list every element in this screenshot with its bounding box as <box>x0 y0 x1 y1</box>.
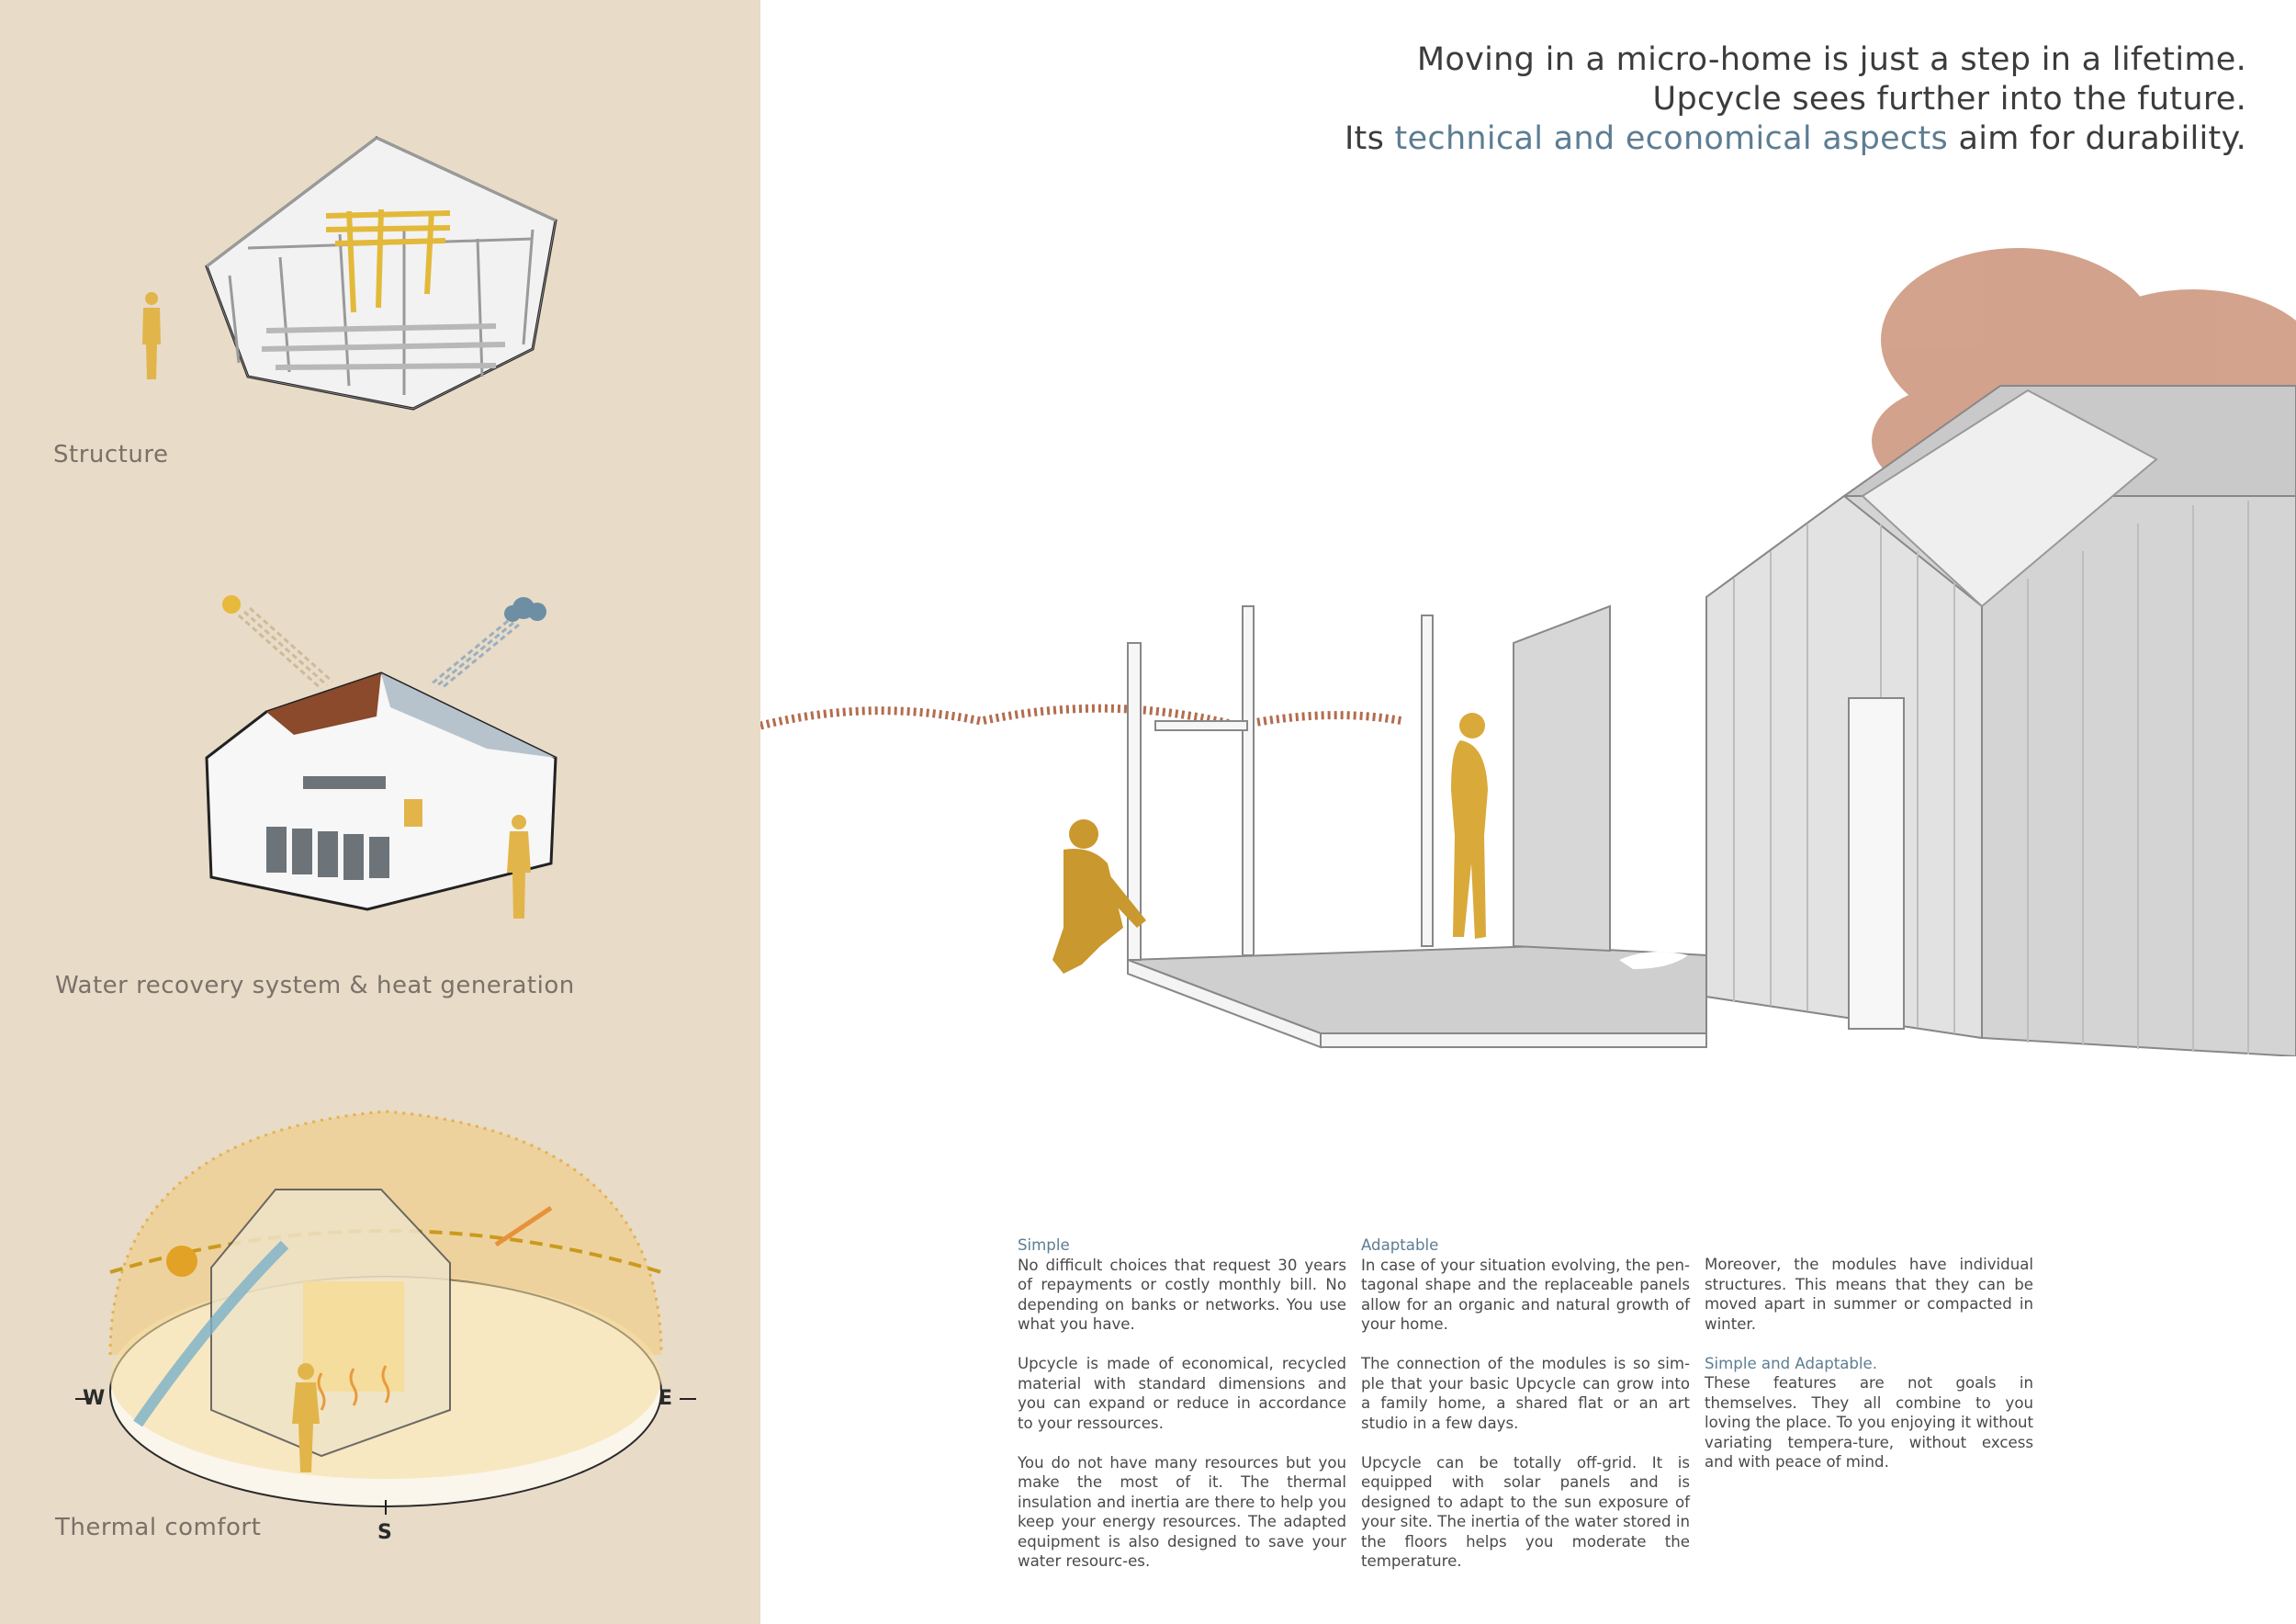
headline-highlight: technical and economical aspects <box>1394 120 1949 157</box>
column-heading-simple: Simple <box>1018 1236 1070 1254</box>
sidebar-panel <box>0 0 760 1624</box>
paragraph: No difficult choices that request 30 years of repayments or costly monthly bill. No depending on banks or networks. You use what you have. <box>1018 1256 1346 1333</box>
paragraph: The connection of the modules is so sim-ple that your basic Upcycle can grow into a family home, a shared flat or an art studio in a few days. <box>1361 1355 1690 1432</box>
column-heading-simple-and-adaptable: Simple and Adaptable. <box>1705 1354 1878 1372</box>
text-column-simple-and-adaptable <box>1705 1255 2033 1492</box>
compass-east-label: E <box>658 1387 673 1410</box>
paragraph: You do not have many resources but you make the most of it. The thermal insulation and inertia are there to help you keep your energy resources. The adapted equipment is also designed to save your water resourc-es. <box>1018 1453 1346 1570</box>
caption-thermal-comfort: Thermal comfort <box>55 1514 262 1541</box>
structure-diagram <box>129 129 569 423</box>
column-heading-adaptable: Adaptable <box>1361 1236 1439 1254</box>
thermal-comfort-diagram <box>55 1061 716 1557</box>
paragraph: Moreover, the modules have individual structures. This means that they can be moved apart in summer or compacted in winter. <box>1705 1256 2033 1333</box>
headline-line-2: Upcycle sees further into the future. <box>1652 81 2246 118</box>
paragraph: Upcycle can be totally off-grid. It is equipped with solar panels and is designed to adapt to the sun exposure of your site. The inertia of the water stored in the floors helps you moderate the temperature. <box>1361 1453 1690 1570</box>
micro-home-illustration <box>760 230 2296 1056</box>
headline-line-3-suffix: aim for durability. <box>1948 120 2246 157</box>
paragraph: These features are not goals in themselves. They all combine to you loving the place. To you enjoying it without variating tempera-ture, without excess and with peace of mind. <box>1705 1374 2033 1471</box>
headline-line-3 <box>1345 119 2246 159</box>
headline-line-1: Moving in a micro-home is just a step in a lifetime. <box>1416 41 2246 78</box>
paragraph: In case of your situation evolving, the pen-tagonal shape and the replaceable panels allow for an organic and natural growth of your home. <box>1361 1256 1690 1333</box>
sun-icon <box>166 1246 197 1277</box>
compass-south-label: S <box>377 1521 392 1544</box>
text-column-simple <box>1018 1235 1346 1591</box>
caption-structure: Structure <box>53 441 169 468</box>
sun-icon <box>222 595 241 614</box>
text-column-adaptable <box>1361 1235 1690 1591</box>
caption-water-recovery: Water recovery system & heat generation <box>55 972 575 999</box>
headline <box>1345 40 2246 159</box>
door <box>1849 698 1904 1029</box>
rain-cloud-icon <box>504 597 546 622</box>
paragraph: Upcycle is made of economical, recycled material with standard dimensions and you can expand or reduce in accordance to your ressources. <box>1018 1355 1346 1432</box>
standing-person-figure <box>1451 713 1488 939</box>
compass-west-label: W <box>83 1387 106 1410</box>
person-silhouette-icon <box>138 289 165 381</box>
headline-line-3-prefix: Its <box>1344 120 1395 157</box>
water-recovery-diagram <box>184 579 569 928</box>
